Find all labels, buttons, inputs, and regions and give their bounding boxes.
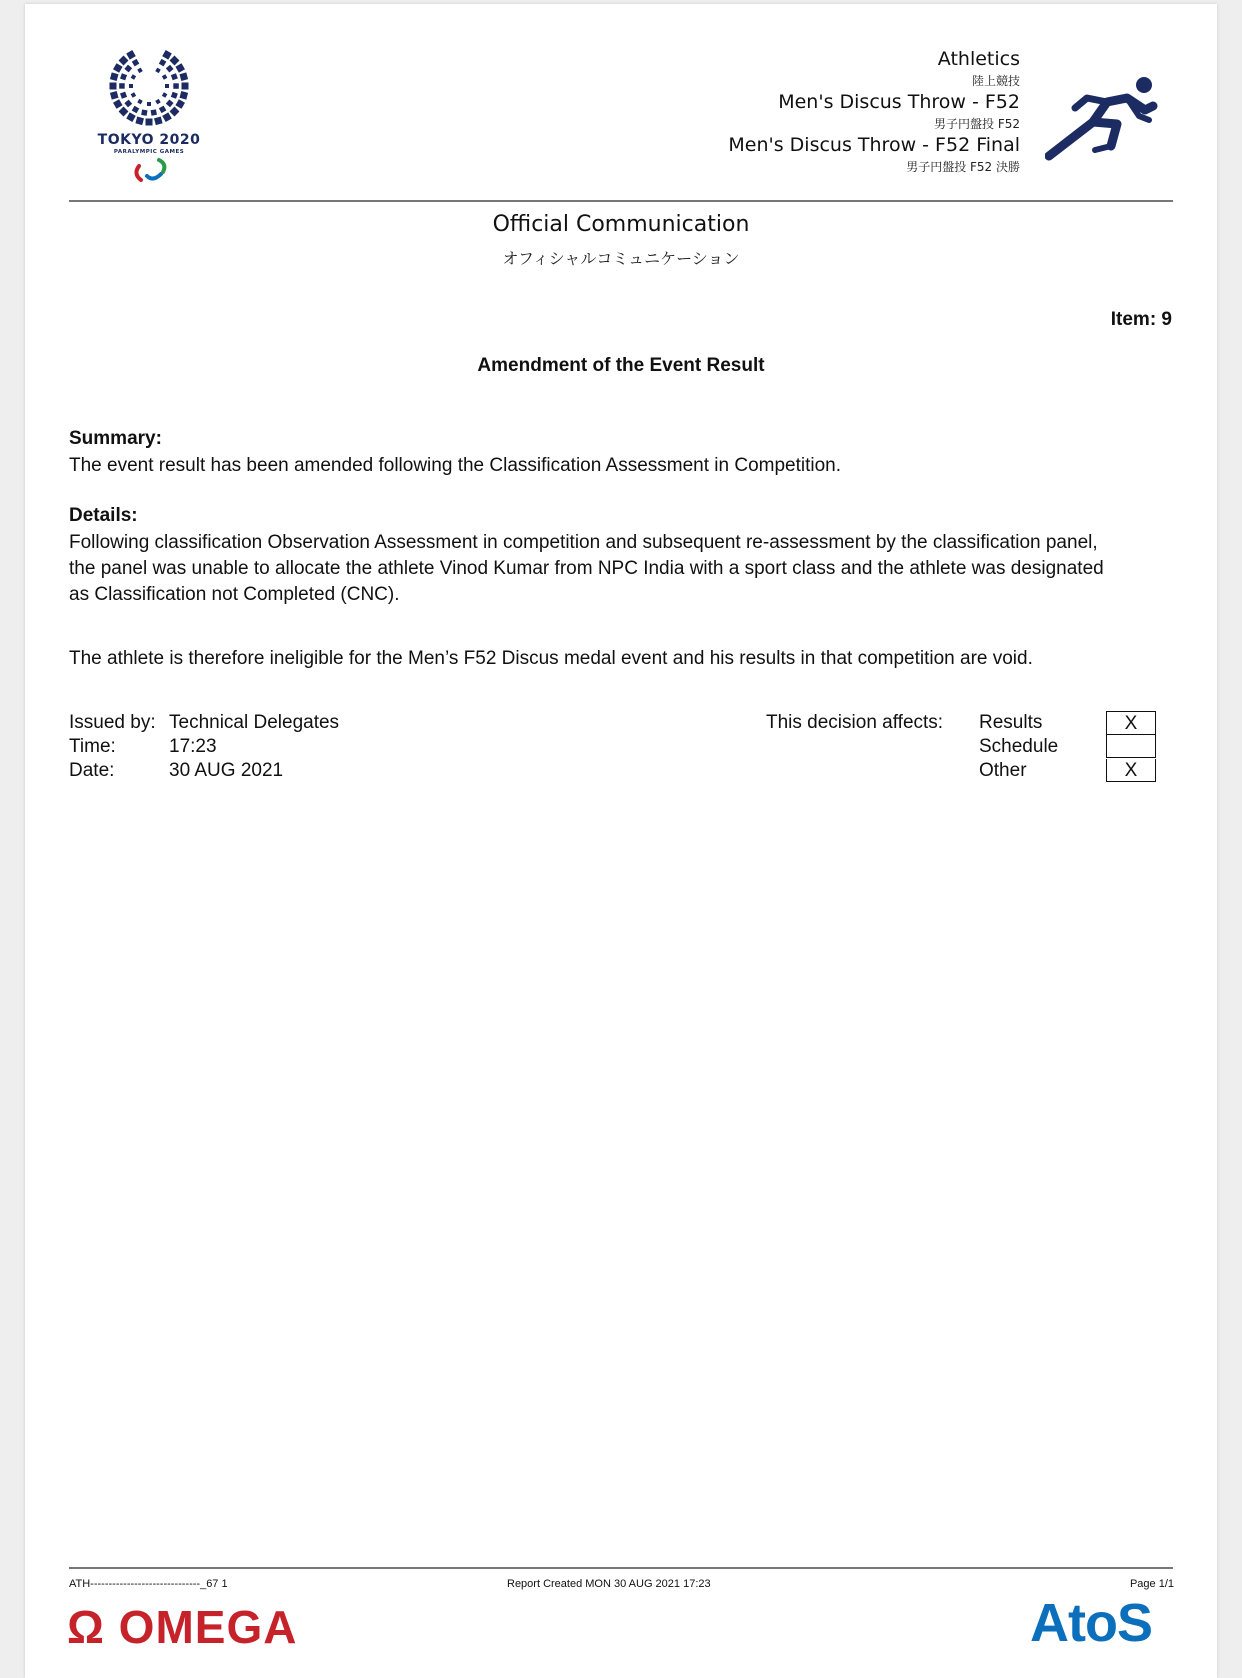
emblem-check: [175, 63, 185, 73]
document-code: ATH------------------------------_67 1: [69, 1578, 228, 1590]
emblem-check: [171, 92, 178, 99]
affects-other-label: Other: [979, 760, 1027, 781]
atos-logo: AtoS: [1030, 1593, 1152, 1653]
document-title-jp: オフィシャルコミュニケーション: [502, 249, 740, 268]
emblem-check: [119, 83, 125, 89]
affects-schedule-label: Schedule: [979, 736, 1059, 757]
time-label: Time:: [69, 736, 116, 757]
item-number: Item: 9: [1110, 309, 1172, 330]
emblem-check: [124, 65, 132, 73]
emblem-check: [175, 99, 185, 109]
emblem-check: [155, 68, 160, 73]
emblem-check: [141, 109, 147, 115]
details-label: Details:: [69, 505, 138, 526]
details-line: Following classification Observation Assessment in competition and subsequent re-assessment by the classification panel,: [69, 532, 1098, 553]
phase-name-jp: 男子円盤投 F52 決勝: [906, 160, 1020, 174]
report-created: Report Created MON 30 AUG 2021 17:23: [507, 1578, 711, 1590]
emblem-check: [126, 50, 136, 60]
emblem-check: [154, 117, 163, 126]
emblem-check: [137, 68, 142, 73]
summary-text: The event result has been amended following the Classification Assessment in Competition.: [69, 455, 842, 476]
conclusion-text: The athlete is therefore ineligible for the Men’s F52 Discus medal event and his results in that competition are void.: [69, 648, 1033, 669]
athletics-runner-icon: [1045, 72, 1165, 172]
emblem-check: [126, 112, 136, 122]
date-value: 30 AUG 2021: [169, 760, 284, 781]
emblem-check: [110, 91, 119, 100]
emblem-check: [135, 117, 144, 126]
emblem-check: [132, 59, 140, 67]
emblem-check: [173, 83, 179, 89]
emblem-check: [151, 109, 157, 115]
tokyo-2020-paralympic-logo: [87, 44, 211, 194]
emblem-check: [119, 107, 129, 117]
event-header: [728, 48, 1020, 177]
emblem-check: [162, 74, 167, 79]
emblem-check: [170, 56, 180, 66]
emblem-check: [182, 83, 189, 90]
page-number: Page 1/1: [1129, 1578, 1174, 1590]
emblem-check: [120, 73, 127, 80]
logo-subtext: PARALYMPIC GAMES: [113, 149, 185, 155]
emblem-check: [166, 65, 174, 73]
summary-label: Summary:: [69, 428, 162, 449]
details-line: as Classification not Completed (CNC).: [69, 584, 400, 605]
emblem-check: [131, 74, 136, 79]
emblem-check: [137, 99, 142, 104]
emblem-check: [120, 92, 127, 99]
affects-results-label: Results: [979, 712, 1043, 733]
time-value: 17:23: [169, 736, 217, 757]
document-heading: Amendment of the Event Result: [477, 355, 765, 376]
emblem-check: [113, 63, 123, 73]
emblem-check: [162, 50, 172, 60]
document-title: Official Communication: [492, 212, 750, 237]
emblem-check: [180, 72, 189, 81]
header-divider: [69, 200, 1173, 202]
emblem-check: [159, 106, 167, 114]
emblem-check: [159, 59, 167, 67]
emblem-check: [171, 73, 178, 80]
emblem-check: [162, 92, 167, 97]
event-name: Men's Discus Throw - F52: [778, 91, 1020, 113]
affects-label: This decision affects:: [766, 712, 944, 733]
affects-schedule-checkbox: [1106, 735, 1156, 758]
emblem-check: [113, 99, 123, 109]
details-line: the panel was unable to allocate the athlete Vinod Kumar from NPC India with a sport class and the athlete was designated: [69, 558, 1104, 579]
date-label: Date:: [69, 760, 115, 781]
emblem-check: [110, 83, 117, 90]
emblem-check: [162, 112, 172, 122]
emblem-check: [166, 99, 174, 107]
footer-divider: [69, 1567, 1173, 1569]
emblem-check: [131, 92, 136, 97]
issued-by-label: Issued by:: [69, 712, 156, 733]
emblem-check: [146, 119, 153, 126]
affects-other-checkbox: X: [1106, 759, 1156, 782]
emblem-check: [155, 99, 160, 104]
issued-by-value: Technical Delegates: [169, 712, 340, 733]
emblem-check: [132, 106, 140, 114]
sport-name: Athletics: [937, 48, 1020, 70]
sport-name-jp: 陸上競技: [971, 74, 1020, 88]
emblem-check: [180, 91, 189, 100]
logo-text: TOKYO 2020: [97, 132, 201, 148]
event-name-jp: 男子円盤投 F52: [934, 117, 1020, 131]
tokyo-emblem-icon: [87, 44, 211, 194]
affects-results-checkbox: X: [1106, 711, 1156, 735]
emblem-check: [124, 100, 132, 108]
emblem-check: [165, 84, 169, 88]
emblem-check: [129, 84, 133, 88]
emblem-check: [119, 56, 129, 66]
emblem-check: [170, 107, 180, 117]
emblem-check: [110, 72, 119, 81]
document-page: [25, 4, 1217, 1678]
phase-name: Men's Discus Throw - F52 Final: [728, 134, 1020, 156]
omega-logo: Ω OMEGA: [67, 1601, 298, 1653]
emblem-check: [147, 102, 151, 106]
